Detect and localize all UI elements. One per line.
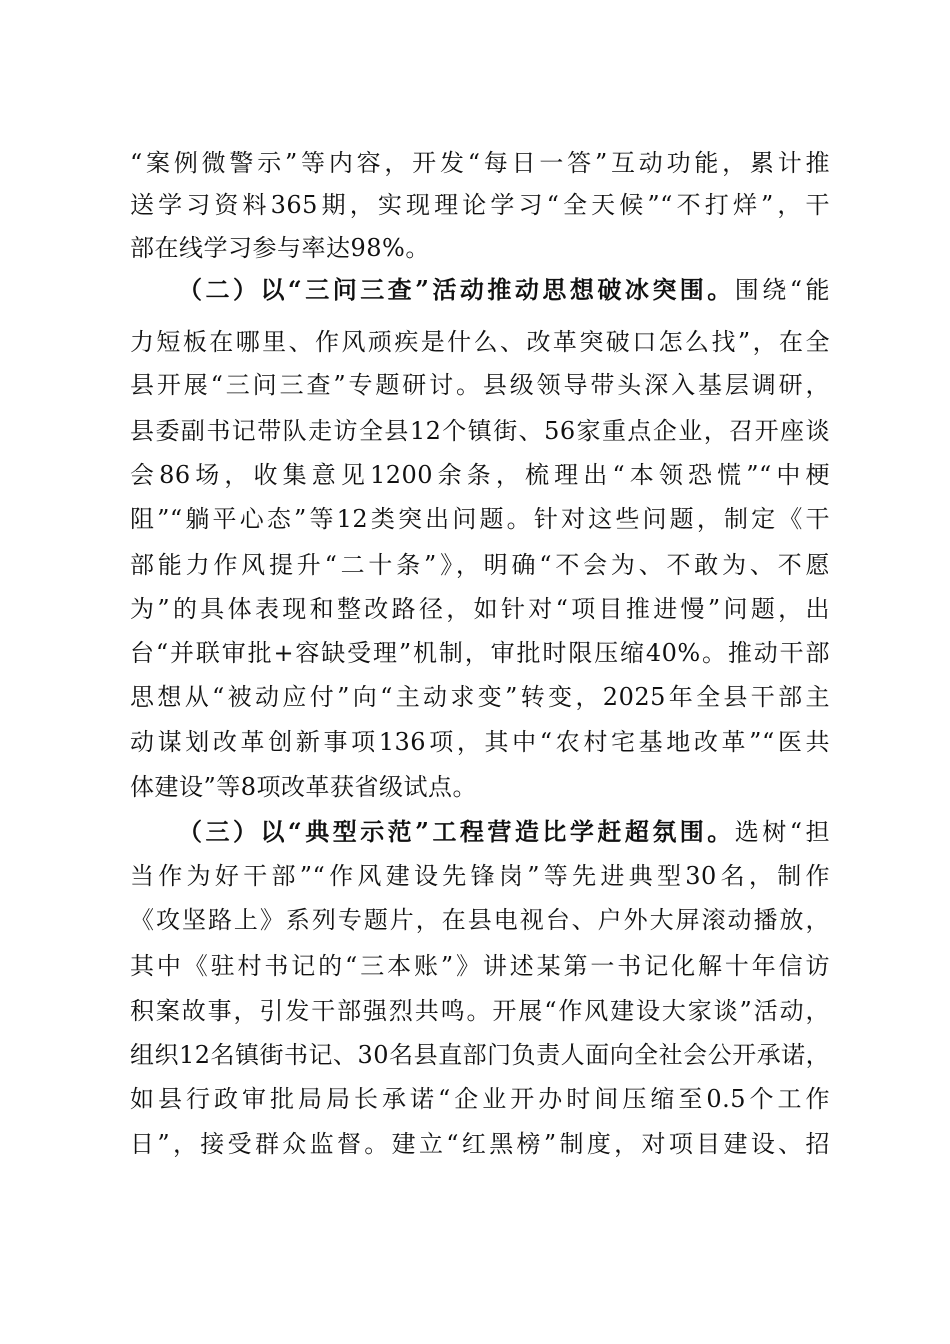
paragraph-line: 县委副书记带队走访全县12个镇街、56家重点企业，召开座谈 <box>130 417 830 445</box>
paragraph-line: 日”，接受群众监督。建立“红黑榜”制度，对项目建设、招 <box>130 1130 830 1158</box>
paragraph-line: 积案故事，引发干部强烈共鸣。开展“作风建设大家谈”活动， <box>130 997 830 1025</box>
paragraph-line: 台“并联审批+容缺受理”机制，审批时限压缩40%。推动干部 <box>130 639 830 667</box>
paragraph-line: 阻”“躺平心态”等12类突出问题。针对这些问题，制定《干 <box>130 505 830 533</box>
paragraph-line: 送学习资料365期，实现理论学习“全天候”“不打烊”，干 <box>130 191 830 219</box>
paragraph-line: 县开展“三问三查”专题研讨。县级领导带头深入基层调研， <box>130 371 830 399</box>
paragraph-line: 体建设”等8项改革获省级试点。 <box>130 773 478 801</box>
paragraph-line: 如县行政审批局局长承诺“企业开办时间压缩至0.5个工作 <box>130 1085 830 1113</box>
paragraph-text: 围绕“能 <box>734 276 831 304</box>
section-heading-3: （三）以“典型示范”工程营造比学赶超氛围。 <box>178 817 735 846</box>
paragraph-line: 为”的具体表现和整改路径，如针对“项目推进慢”问题，出 <box>130 595 830 623</box>
section-heading-2: （二）以“三问三查”活动推动思想破冰突围。 <box>178 275 735 304</box>
paragraph-line <box>178 270 830 310</box>
paragraph-line: 会86场，收集意见1200余条，梳理出“本领恐慌”“中梗 <box>130 461 830 489</box>
paragraph-line: 组织12名镇街书记、30名县直部门负责人面向全社会公开承诺， <box>130 1041 831 1069</box>
paragraph-line <box>178 812 830 852</box>
paragraph-line: 当作为好干部”“作风建设先锋岗”等先进典型30名，制作 <box>130 862 830 890</box>
paragraph-line: 《攻坚路上》系列专题片，在县电视台、户外大屏滚动播放， <box>130 906 830 934</box>
paragraph-line: 力短板在哪里、作风顽疾是什么、改革突破口怎么找”，在全 <box>130 328 830 356</box>
paragraph-line: 动谋划改革创新事项136项，其中“农村宅基地改革”“医共 <box>130 728 830 756</box>
paragraph-line: 其中《驻村书记的“三本账”》讲述某第一书记化解十年信访 <box>130 952 830 980</box>
paragraph-line: 思想从“被动应付”向“主动求变”转变，2025年全县干部主 <box>130 683 830 711</box>
paragraph-line: 部在线学习参与率达98%。 <box>130 234 430 262</box>
paragraph-text: 选树“担 <box>734 818 831 846</box>
paragraph-line: “案例微警示”等内容，开发“每日一答”互动功能，累计推 <box>130 149 830 177</box>
paragraph-line: 部能力作风提升“二十条”》，明确“不会为、不敢为、不愿 <box>130 551 830 579</box>
